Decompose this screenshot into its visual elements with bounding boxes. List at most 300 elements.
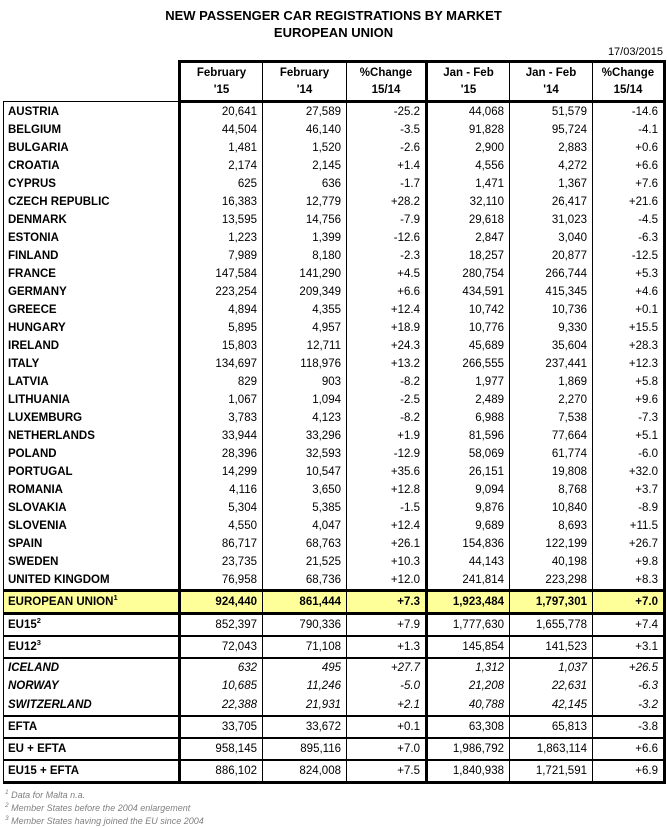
value-cell: +18.9 xyxy=(347,319,427,337)
value-cell: -6.3 xyxy=(593,677,665,695)
value-cell: 23,735 xyxy=(180,553,263,571)
header-row xyxy=(4,62,665,102)
market-name: ICELAND xyxy=(8,662,60,674)
table-row xyxy=(4,517,665,535)
value-cell: 6,988 xyxy=(427,409,510,427)
value-cell: 2,883 xyxy=(510,139,593,157)
market-name-cell xyxy=(4,391,180,409)
table-row xyxy=(4,319,665,337)
table-row xyxy=(4,265,665,283)
value-cell: 95,724 xyxy=(510,121,593,139)
value-cell: 280,754 xyxy=(427,265,510,283)
value-cell: 63,308 xyxy=(427,716,510,738)
header-line: February xyxy=(279,66,330,79)
value-cell: 852,397 xyxy=(180,614,263,637)
value-cell: 4,894 xyxy=(180,301,263,319)
market-name: LATVIA xyxy=(8,376,49,388)
value-cell: 4,957 xyxy=(263,319,347,337)
value-cell: 886,102 xyxy=(180,760,263,783)
header-line: %Change xyxy=(601,66,655,79)
market-name-cell xyxy=(4,738,180,760)
value-cell: 8,768 xyxy=(510,481,593,499)
market-name-cell xyxy=(4,571,180,591)
header-line: Jan - Feb xyxy=(443,66,494,79)
value-cell: +15.5 xyxy=(593,319,665,337)
table-row xyxy=(4,355,665,373)
market-name-cell xyxy=(4,591,180,614)
value-cell: 9,094 xyxy=(427,481,510,499)
value-cell: 16,383 xyxy=(180,193,263,211)
value-cell: -3.2 xyxy=(593,695,665,716)
value-cell: 861,444 xyxy=(263,591,347,614)
value-cell: 1,840,938 xyxy=(427,760,510,783)
value-cell: 20,641 xyxy=(180,102,263,122)
value-cell: +7.0 xyxy=(347,738,427,760)
value-cell: 4,272 xyxy=(510,157,593,175)
market-name-cell xyxy=(4,636,180,658)
value-cell: 91,828 xyxy=(427,121,510,139)
value-cell: 22,388 xyxy=(180,695,263,716)
value-cell: 20,877 xyxy=(510,247,593,265)
value-cell: 1,037 xyxy=(510,658,593,677)
value-cell: 266,744 xyxy=(510,265,593,283)
value-cell: 266,555 xyxy=(427,355,510,373)
value-cell: 22,631 xyxy=(510,677,593,695)
header-line: '15 xyxy=(213,83,230,96)
header-feb-14 xyxy=(263,62,347,102)
market-name: FRANCE xyxy=(8,268,56,280)
value-cell: -12.6 xyxy=(347,229,427,247)
value-cell: +12.4 xyxy=(347,517,427,535)
value-cell: +6.6 xyxy=(593,157,665,175)
value-cell: 241,814 xyxy=(427,571,510,591)
market-name-cell xyxy=(4,716,180,738)
value-cell: -7.9 xyxy=(347,211,427,229)
table-row xyxy=(4,193,665,211)
value-cell: +2.1 xyxy=(347,695,427,716)
value-cell: +27.7 xyxy=(347,658,427,677)
value-cell: 26,417 xyxy=(510,193,593,211)
value-cell: 4,047 xyxy=(263,517,347,535)
value-cell: +7.0 xyxy=(593,591,665,614)
value-cell: -1.5 xyxy=(347,499,427,517)
value-cell: 2,174 xyxy=(180,157,263,175)
value-cell: 44,143 xyxy=(427,553,510,571)
value-cell: 122,199 xyxy=(510,535,593,553)
value-cell: -4.5 xyxy=(593,211,665,229)
market-name-cell xyxy=(4,445,180,463)
header-pct-change-feb xyxy=(347,62,427,102)
table-row xyxy=(4,677,665,695)
footnotes xyxy=(5,789,667,827)
value-cell: +26.1 xyxy=(347,535,427,553)
table-row xyxy=(4,591,665,614)
value-cell: 1,067 xyxy=(180,391,263,409)
value-cell: 1,223 xyxy=(180,229,263,247)
market-name: EU + EFTA xyxy=(8,743,67,755)
header-pct-change-janfeb xyxy=(593,62,665,102)
market-name: BELGIUM xyxy=(8,124,62,136)
value-cell: -2.3 xyxy=(347,247,427,265)
value-cell: 28,396 xyxy=(180,445,263,463)
market-name-cell xyxy=(4,355,180,373)
table-row xyxy=(4,121,665,139)
table-row xyxy=(4,337,665,355)
table-row xyxy=(4,373,665,391)
market-name: ITALY xyxy=(8,358,40,370)
value-cell: 58,069 xyxy=(427,445,510,463)
value-cell: +0.1 xyxy=(593,301,665,319)
value-cell: 636 xyxy=(263,175,347,193)
table-row xyxy=(4,463,665,481)
value-cell: 1,520 xyxy=(263,139,347,157)
market-name-cell xyxy=(4,614,180,637)
value-cell: 81,596 xyxy=(427,427,510,445)
value-cell: 42,145 xyxy=(510,695,593,716)
value-cell: 19,808 xyxy=(510,463,593,481)
value-cell: 33,944 xyxy=(180,427,263,445)
table-row xyxy=(4,229,665,247)
table-row xyxy=(4,636,665,658)
value-cell: 1,986,792 xyxy=(427,738,510,760)
market-name: AUSTRIA xyxy=(8,105,60,118)
value-cell: +21.6 xyxy=(593,193,665,211)
market-name-cell xyxy=(4,463,180,481)
market-name: HUNGARY xyxy=(8,322,66,334)
market-name: IRELAND xyxy=(8,340,60,352)
value-cell: +11.5 xyxy=(593,517,665,535)
value-cell: 1,923,484 xyxy=(427,591,510,614)
value-cell: 4,123 xyxy=(263,409,347,427)
value-cell: +6.9 xyxy=(593,760,665,783)
header-feb-15 xyxy=(180,62,263,102)
value-cell: +35.6 xyxy=(347,463,427,481)
registrations-table xyxy=(3,60,666,784)
value-cell: 924,440 xyxy=(180,591,263,614)
value-cell: 223,254 xyxy=(180,283,263,301)
value-cell: 4,116 xyxy=(180,481,263,499)
table-row xyxy=(4,211,665,229)
market-name: CZECH REPUBLIC xyxy=(8,196,110,208)
value-cell: 46,140 xyxy=(263,121,347,139)
value-cell: +12.8 xyxy=(347,481,427,499)
header-line: '14 xyxy=(543,83,559,96)
market-name-cell xyxy=(4,553,180,571)
corner-cell xyxy=(4,62,180,102)
market-name-cell xyxy=(4,337,180,355)
market-name: GERMANY xyxy=(8,286,67,298)
value-cell: 495 xyxy=(263,658,347,677)
value-cell: 9,876 xyxy=(427,499,510,517)
value-cell: 76,958 xyxy=(180,571,263,591)
value-cell: 1,471 xyxy=(427,175,510,193)
report-title-line1: NEW PASSENGER CAR REGISTRATIONS BY MARKET xyxy=(165,8,502,23)
market-name: SWITZERLAND xyxy=(8,699,92,711)
table-row xyxy=(4,301,665,319)
market-name-cell xyxy=(4,301,180,319)
market-name: SLOVAKIA xyxy=(8,502,67,514)
value-cell: 4,556 xyxy=(427,157,510,175)
value-cell: 8,693 xyxy=(510,517,593,535)
value-cell: +13.2 xyxy=(347,355,427,373)
report-title-line2: EUROPEAN UNION xyxy=(273,25,394,40)
value-cell: 10,776 xyxy=(427,319,510,337)
market-name-cell xyxy=(4,175,180,193)
header-line: 15/14 xyxy=(371,83,401,96)
report-date: 17/03/2015 xyxy=(607,46,663,58)
market-name: LITHUANIA xyxy=(8,394,70,406)
value-cell: +7.9 xyxy=(347,614,427,637)
table-row xyxy=(4,409,665,427)
market-name-cell xyxy=(4,102,180,122)
value-cell: -3.8 xyxy=(593,716,665,738)
value-cell: 434,591 xyxy=(427,283,510,301)
value-cell: 5,895 xyxy=(180,319,263,337)
value-cell: -3.5 xyxy=(347,121,427,139)
table-row xyxy=(4,614,665,637)
value-cell: +1.4 xyxy=(347,157,427,175)
value-cell: 895,116 xyxy=(263,738,347,760)
value-cell: 141,523 xyxy=(510,636,593,658)
value-cell: 15,803 xyxy=(180,337,263,355)
market-name: BULGARIA xyxy=(8,142,69,154)
value-cell: 1,721,591 xyxy=(510,760,593,783)
value-cell: -12.5 xyxy=(593,247,665,265)
value-cell: 35,604 xyxy=(510,337,593,355)
value-cell: 145,854 xyxy=(427,636,510,658)
value-cell: 44,504 xyxy=(180,121,263,139)
footnote-eu12 xyxy=(5,815,667,827)
value-cell: 10,547 xyxy=(263,463,347,481)
value-cell: 18,257 xyxy=(427,247,510,265)
table-row xyxy=(4,738,665,760)
value-cell: 3,650 xyxy=(263,481,347,499)
market-name: SLOVENIA xyxy=(8,520,67,532)
value-cell: +5.1 xyxy=(593,427,665,445)
table-row xyxy=(4,553,665,571)
value-cell: -8.2 xyxy=(347,373,427,391)
value-cell: +9.6 xyxy=(593,391,665,409)
value-cell: -2.6 xyxy=(347,139,427,157)
value-cell: 21,525 xyxy=(263,553,347,571)
value-cell: 154,836 xyxy=(427,535,510,553)
market-name-cell xyxy=(4,193,180,211)
market-name-cell xyxy=(4,139,180,157)
footnote-text: Data for Malta n.a. xyxy=(11,790,86,800)
value-cell: 33,672 xyxy=(263,716,347,738)
value-cell: +26.7 xyxy=(593,535,665,553)
value-cell: -6.0 xyxy=(593,445,665,463)
market-name: FINLAND xyxy=(8,250,59,262)
value-cell: 1,863,114 xyxy=(510,738,593,760)
value-cell: +4.6 xyxy=(593,283,665,301)
footnote-marker: 2 xyxy=(5,802,9,809)
table-row xyxy=(4,499,665,517)
market-name: EU15 + EFTA xyxy=(8,765,80,777)
value-cell: 4,550 xyxy=(180,517,263,535)
value-cell: +28.3 xyxy=(593,337,665,355)
value-cell: +1.3 xyxy=(347,636,427,658)
header-line: %Change xyxy=(359,66,413,79)
market-name: ROMANIA xyxy=(8,484,63,496)
value-cell: 10,736 xyxy=(510,301,593,319)
value-cell: +12.3 xyxy=(593,355,665,373)
value-cell: +1.9 xyxy=(347,427,427,445)
value-cell: 141,290 xyxy=(263,265,347,283)
value-cell: 68,736 xyxy=(263,571,347,591)
value-cell: +7.4 xyxy=(593,614,665,637)
value-cell: 21,931 xyxy=(263,695,347,716)
footnote-text: Member States before the 2004 enlargement xyxy=(11,803,191,813)
value-cell: 51,579 xyxy=(510,102,593,122)
value-cell: 33,296 xyxy=(263,427,347,445)
market-name-cell xyxy=(4,373,180,391)
market-name-cell xyxy=(4,760,180,783)
value-cell: +7.3 xyxy=(347,591,427,614)
market-name-cell xyxy=(4,658,180,677)
value-cell: +3.7 xyxy=(593,481,665,499)
table-row xyxy=(4,139,665,157)
market-name-cell xyxy=(4,229,180,247)
value-cell: +4.5 xyxy=(347,265,427,283)
value-cell: 45,689 xyxy=(427,337,510,355)
value-cell: 14,756 xyxy=(263,211,347,229)
value-cell: -8.2 xyxy=(347,409,427,427)
value-cell: 68,763 xyxy=(263,535,347,553)
value-cell: 10,685 xyxy=(180,677,263,695)
value-cell: 40,198 xyxy=(510,553,593,571)
value-cell: +0.1 xyxy=(347,716,427,738)
value-cell: 33,705 xyxy=(180,716,263,738)
table-row xyxy=(4,445,665,463)
table-header xyxy=(4,62,665,102)
market-name-cell xyxy=(4,409,180,427)
market-name-cell xyxy=(4,265,180,283)
footnote-marker: 1 xyxy=(5,789,9,796)
value-cell: 12,779 xyxy=(263,193,347,211)
table-row xyxy=(4,391,665,409)
value-cell: 5,304 xyxy=(180,499,263,517)
value-cell: 65,813 xyxy=(510,716,593,738)
table-row xyxy=(4,760,665,783)
header-line: 15/14 xyxy=(613,83,643,96)
value-cell: 11,246 xyxy=(263,677,347,695)
market-name: POLAND xyxy=(8,448,57,460)
value-cell: -5.0 xyxy=(347,677,427,695)
header-line: '15 xyxy=(460,83,477,96)
table-row xyxy=(4,283,665,301)
market-name: NORWAY xyxy=(8,680,59,692)
value-cell: 1,094 xyxy=(263,391,347,409)
market-name-cell xyxy=(4,121,180,139)
market-name: NETHERLANDS xyxy=(8,430,95,442)
value-cell: +24.3 xyxy=(347,337,427,355)
market-name: EU12 xyxy=(8,641,37,653)
market-name: CYPRUS xyxy=(8,178,56,190)
value-cell: 625 xyxy=(180,175,263,193)
table-row xyxy=(4,427,665,445)
footnote-marker: 2 xyxy=(36,616,41,626)
value-cell: 77,664 xyxy=(510,427,593,445)
value-cell: 223,298 xyxy=(510,571,593,591)
value-cell: 2,270 xyxy=(510,391,593,409)
market-name: SWEDEN xyxy=(8,556,59,568)
market-name-cell xyxy=(4,695,180,716)
table-body xyxy=(4,102,665,783)
table-row xyxy=(4,157,665,175)
table-row xyxy=(4,658,665,677)
value-cell: 10,840 xyxy=(510,499,593,517)
value-cell: 147,584 xyxy=(180,265,263,283)
value-cell: +12.4 xyxy=(347,301,427,319)
market-name-cell xyxy=(4,677,180,695)
market-name-cell xyxy=(4,481,180,499)
value-cell: -12.9 xyxy=(347,445,427,463)
table-row xyxy=(4,175,665,193)
value-cell: 829 xyxy=(180,373,263,391)
value-cell: 3,040 xyxy=(510,229,593,247)
footnote-eu15 xyxy=(5,802,667,814)
value-cell: 71,108 xyxy=(263,636,347,658)
value-cell: +3.1 xyxy=(593,636,665,658)
table-row xyxy=(4,571,665,591)
value-cell: 5,385 xyxy=(263,499,347,517)
value-cell: 790,336 xyxy=(263,614,347,637)
value-cell: 237,441 xyxy=(510,355,593,373)
market-name-cell xyxy=(4,427,180,445)
value-cell: 4,355 xyxy=(263,301,347,319)
footnote-marker: 1 xyxy=(113,593,118,603)
value-cell: 7,989 xyxy=(180,247,263,265)
value-cell: 21,208 xyxy=(427,677,510,695)
value-cell: -14.6 xyxy=(593,102,665,122)
value-cell: +8.3 xyxy=(593,571,665,591)
value-cell: 61,774 xyxy=(510,445,593,463)
value-cell: -25.2 xyxy=(347,102,427,122)
market-name: CROATIA xyxy=(8,160,60,172)
value-cell: +7.5 xyxy=(347,760,427,783)
value-cell: 1,655,778 xyxy=(510,614,593,637)
value-cell: 1,869 xyxy=(510,373,593,391)
market-name: LUXEMBURG xyxy=(8,412,83,424)
value-cell: +26.5 xyxy=(593,658,665,677)
footnote-marker: 3 xyxy=(36,638,41,648)
value-cell: 32,593 xyxy=(263,445,347,463)
value-cell: +32.0 xyxy=(593,463,665,481)
value-cell: 2,900 xyxy=(427,139,510,157)
table-row xyxy=(4,535,665,553)
value-cell: 1,481 xyxy=(180,139,263,157)
table-row xyxy=(4,695,665,716)
value-cell: +5.8 xyxy=(593,373,665,391)
value-cell: 10,742 xyxy=(427,301,510,319)
value-cell: 29,618 xyxy=(427,211,510,229)
market-name: PORTUGAL xyxy=(8,466,73,478)
header-janfeb-15 xyxy=(427,62,510,102)
footnote-marker: 3 xyxy=(5,815,9,822)
value-cell: +12.0 xyxy=(347,571,427,591)
value-cell: +5.3 xyxy=(593,265,665,283)
market-name: DENMARK xyxy=(8,214,67,226)
value-cell: 1,367 xyxy=(510,175,593,193)
value-cell: 72,043 xyxy=(180,636,263,658)
header-line: '14 xyxy=(296,83,313,96)
value-cell: 1,977 xyxy=(427,373,510,391)
value-cell: 2,847 xyxy=(427,229,510,247)
value-cell: 958,145 xyxy=(180,738,263,760)
market-name: GREECE xyxy=(8,304,57,316)
value-cell: 9,330 xyxy=(510,319,593,337)
